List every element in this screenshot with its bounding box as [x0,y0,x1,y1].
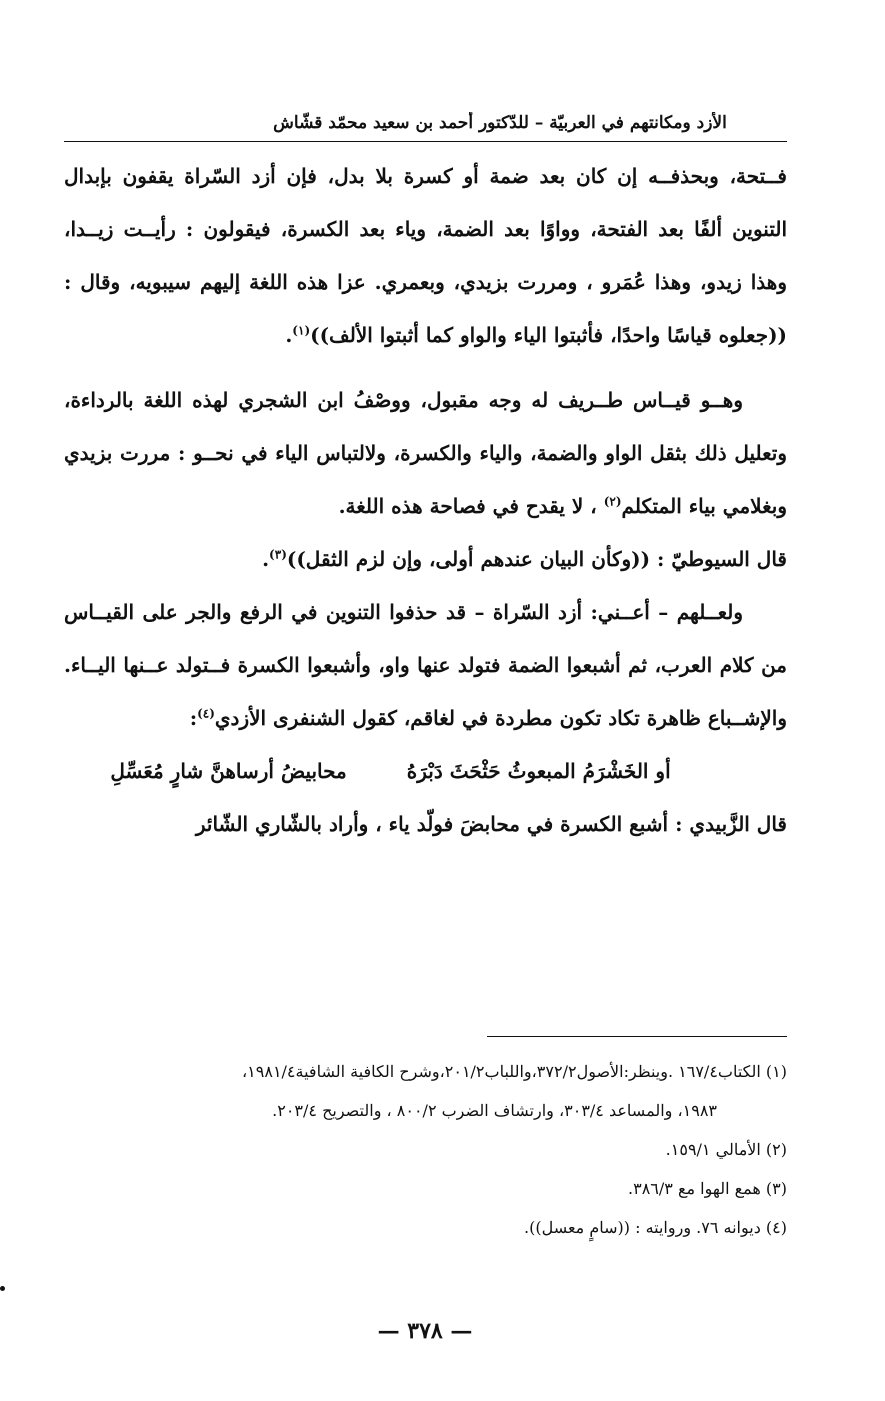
footnote-separator [487,1036,787,1037]
footnote-3: (٣) همع الهوا مع ٣٨٦/٣. [628,1179,787,1198]
paragraph-5: قال الزَّبيدي : أشبع الكسرة في محابضَ فولّد ياء ، وأراد بالشّاري الشّائر [195,812,787,836]
footnote-2: (٢) الأمالي ١٥٩/١. [665,1140,787,1159]
paragraph-4 [64,586,787,745]
footnote-ref-4: (٤) [197,706,215,721]
verse-second-hemistich: محابيضُ أرساهنَّ شارٍ مُعَسِّلِ [110,759,347,783]
paragraph-1-text: فــتحة، وبحذفــه إن كان بعد ضمة أو كسرة بلا بدل، فإن أزد السّراة يقفون بإبدال التنوين ألفًا بعد الفتحة، وواوًا بعد الضمة، وياء بعد الكسرة، فيقولون : رأيــت زيــدا، وهذا زيدو، وهذا عُمَرو ، ومررت بزيدي، وبعمري. عزا هذه اللغة إليهم سيبويه، وقال : ((جعلوه قياسًا واحدًا، فأثبتوا الياء والواو كما أثبتوا الألف)) [64,164,787,347]
running-header: الأزد ومكانتهم في العربيّة – للدّكتور أحمد بن سعيد محمّد قشّاش [273,113,727,133]
paragraph-3 [64,533,787,586]
footnote-ref-1: (١) [292,323,311,338]
footnotes [64,1052,787,1247]
paragraph-2 [64,374,787,533]
footnote-1: (١) الكتاب١٦٧/٤ .وينظر:الأصول٣٧٢/٢،واللباب٢٠١/٢،وشرح الكافية الشافية١٩٨١/٤، [241,1062,787,1081]
paragraph-4-text: ولعــلهم – أعــني: أزد السّراة – قد حذفوا التنوين في الرفع والجر على القيــاس من كلام العرب، ثم أشبعوا الضمة فتولد عنها واو، وأشبعوا الكسرة فــتولد عــنها اليــاء. والإشــباع ظاهرة تكاد تكون مطردة في لغاقم، كقول الشنفرى الأزدي [64,600,788,730]
paragraph-4-end: : [189,706,198,730]
main-text [64,150,787,851]
footnote-ref-3: (٣) [269,547,287,562]
footnote-ref-2: (٢) [603,494,622,509]
footnote-4: (٤) ديوانه ٧٦. وروايته : ((سامٍ معسل)). [524,1218,787,1237]
paragraph-1 [64,150,787,362]
verse-first-hemistich: أو الخَشْرَمُ المبعوثُ حَثْحَثَ دَبْرَهُ [406,759,671,783]
paragraph-2-text: وهــو قيــاس طــريف له وجه مقبول، ووصْفُ ابن الشجري لهذه اللغة بالرداءة، وتعليل ذلك بثقل الواو والضمة، والياء والكسرة، ولالتباس الياء في نحــو : مررت بزيدي وبغلامي بياء المتكلم [64,388,788,518]
poetry-verse [64,745,787,798]
header-rule [64,141,787,142]
footnote-1-continuation: ١٩٨٣، والمساعد ٣٠٣/٤، وارتشاف الضرب ٨٠٠/٢ ، والتصريح ٢٠٣/٤. [272,1101,717,1120]
paragraph-1-end: . [285,323,293,347]
paragraph-3-end: . [262,547,270,571]
paragraph-3-text: قال السيوطيّ : ((وكأن البيان عندهم أولى، وإن لزم الثقل)) [286,547,787,571]
margin-mark [0,1286,5,1291]
page-number: — ٣٧٨ — [377,1318,473,1344]
paragraph-2-end: ، لا يقدح في فصاحة هذه اللغة. [338,494,604,518]
